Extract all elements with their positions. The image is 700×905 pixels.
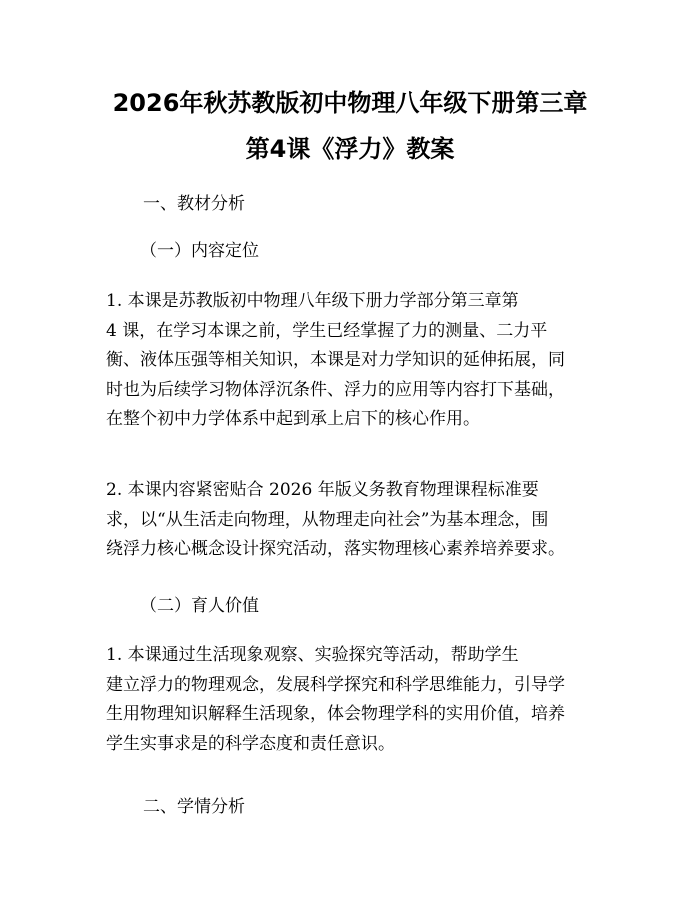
section-heading-teaching-material-analysis: 一、教材分析 [143,194,245,214]
subsection-heading-content-positioning: （一）内容定位 [140,241,259,261]
paragraph-line: 绕浮力核心概念设计探究活动，落实物理核心素养培养要求。 [106,539,565,559]
paragraph-line: 求，以“从生活走向物理，从物理走向社会”为基本理念，围 [106,509,549,530]
document-title-line-2: 第4课《浮力》教案 [245,135,455,163]
paragraph-line: 生用物理知识解释生活现象，体会物理学科的实用价值，培养 [106,704,565,724]
paragraph-content-positioning-2 [106,476,600,565]
paragraph-line: 4 课，在学习本课之前，学生已经掌握了力的测量、二力平 [106,320,548,341]
paragraph-content-positioning-1 [106,287,600,435]
paragraph-line: 1. 本课通过生活现象观察、实验探究等活动，帮助学生 [106,645,519,665]
paragraph-line: 1. 本课是苏教版初中物理八年级下册力学部分第三章第 [106,291,519,311]
paragraph-line: 在整个初中力学体系中起到承上启下的核心作用。 [106,409,480,429]
document-title-line-1: 2026年秋苏教版初中物理八年级下册第三章 [112,89,588,117]
paragraph-line: 时也为后续学习物体浮沉条件、浮力的应用等内容打下基础， [106,379,565,400]
paragraph-educational-value-1 [106,641,600,759]
paragraph-line: 学生实事求是的科学态度和责任意识。 [106,733,395,754]
paragraph-line: 建立浮力的物理观念，发展科学探究和科学思维能力，引导学 [106,674,565,695]
subsection-heading-educational-value: （二）育人价值 [140,596,259,616]
section-heading-learner-analysis: 二、学情分析 [143,797,245,817]
paragraph-line: 衡、液体压强等相关知识，本课是对力学知识的延伸拓展，同 [106,350,565,370]
paragraph-line: 2. 本课内容紧密贴合 2026 年版义务教育物理课程标准要 [106,480,539,500]
